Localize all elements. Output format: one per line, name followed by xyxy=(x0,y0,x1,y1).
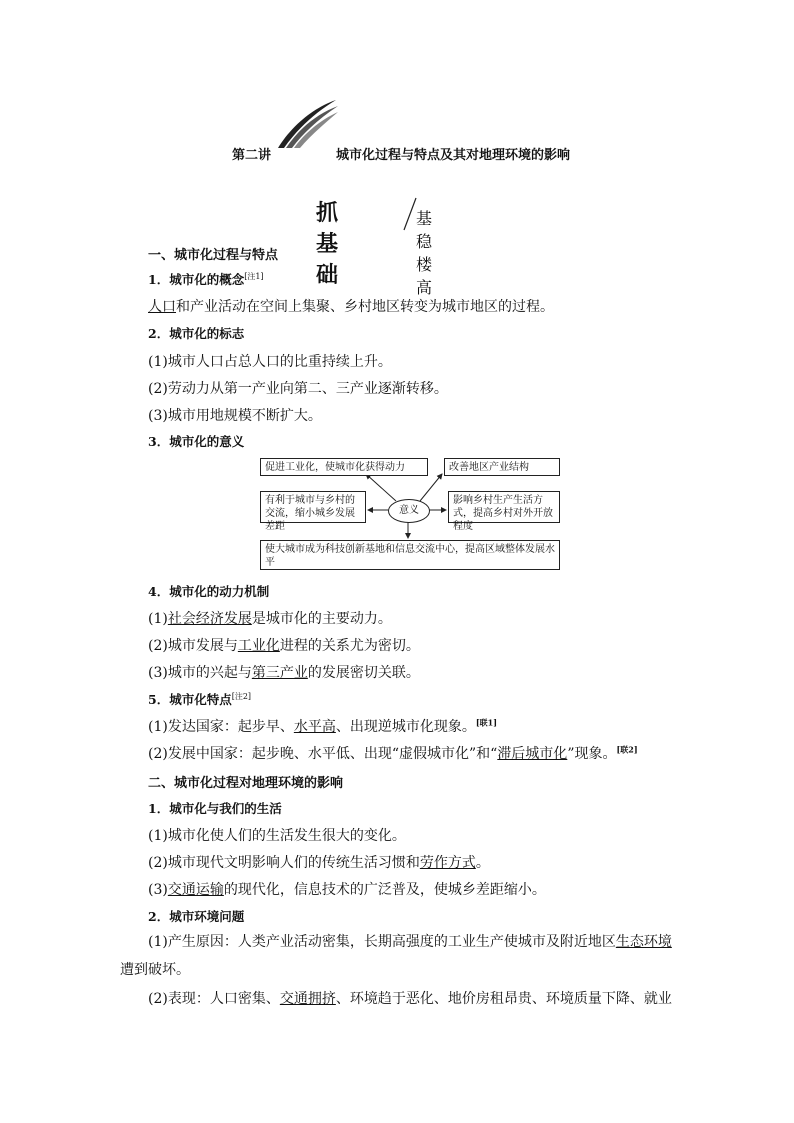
mechanism-item-2: (2)城市发展与工业化进程的关系尤为密切。 xyxy=(148,638,420,654)
note-marker: [注1] xyxy=(244,271,264,281)
concept-heading: 1．城市化的概念[注1] xyxy=(148,271,264,287)
signs-item: (3)城市用地规模不断扩大。 xyxy=(148,408,322,424)
link-marker[interactable]: [联2] xyxy=(616,744,638,755)
lecture-number: 第二讲 xyxy=(232,148,272,163)
features-heading: 5．城市化特点[注2] xyxy=(148,691,252,707)
mechanism-heading: 4．城市化的动力机制 xyxy=(148,584,270,599)
environment-heading: 2．城市环境问题 xyxy=(148,909,245,924)
concept-text: 人口和产业活动在空间上集聚、乡村地区转变为城市地区的过程。 xyxy=(148,299,554,315)
signs-item: (1)城市人口占总人口的比重持续上升。 xyxy=(148,354,392,370)
mechanism-item-3: (3)城市的兴起与第三产业的发展密切关联。 xyxy=(148,665,420,681)
diagram-center-node: 意义 xyxy=(388,499,430,523)
lecture-title: 城市化过程与特点及其对地理环境的影响 xyxy=(336,148,571,163)
banner-main: 抓基础 xyxy=(316,200,340,288)
section2-heading: 二、城市化过程对地理环境的影响 xyxy=(148,776,344,791)
box-top-right: 改善地区产业结构 xyxy=(444,458,560,476)
link-marker[interactable]: [联1] xyxy=(475,717,497,728)
environment-manifest: (2)表现：人口密集、交通拥挤、环境趋于恶化、地价房租昂贵、环境质量下降、就业 xyxy=(148,991,672,1007)
header-swoosh-logo xyxy=(272,98,340,150)
meaning-diagram xyxy=(256,456,564,572)
note-marker: [注2] xyxy=(231,691,252,701)
environment-cause: (1)产生原因：人类产业活动密集，长期高强度的工业生产使城市及附近地区生态环境遭到破坏。 xyxy=(120,934,672,978)
banner-sub: 基稳楼高 xyxy=(416,209,433,297)
features-item-1: (1)发达国家：起步早、水平高、出现逆城市化现象。[联1] xyxy=(148,717,497,735)
box-top-left: 促进工业化，使城市化获得动力 xyxy=(260,458,428,476)
mechanism-item-1: (1)社会经济发展是城市化的主要动力。 xyxy=(148,611,392,627)
box-mid-left: 有利于城市与乡村的交流，缩小城乡发展差距 xyxy=(260,491,366,523)
life-item-2: (2)城市现代文明影响人们的传统生活习惯和劳作方式。 xyxy=(148,855,490,871)
box-mid-right: 影响乡村生产生活方式，提高乡村对外开放程度 xyxy=(448,491,560,523)
signs-heading: 2．城市化的标志 xyxy=(148,326,245,341)
features-item-2: (2)发展中国家：起步晚、水平低、出现“虚假城市化”和“滞后城市化”现象。[联2] xyxy=(148,744,638,762)
section1-heading: 一、城市化过程与特点 xyxy=(148,248,279,263)
meaning-heading: 3．城市化的意义 xyxy=(148,434,245,449)
box-bottom: 使大城市成为科技创新基地和信息交流中心，提高区域整体发展水平 xyxy=(260,540,560,570)
signs-item: (2)劳动力从第一产业向第二、三产业逐渐转移。 xyxy=(148,381,448,397)
life-item-1: (1)城市化使人们的生活发生很大的变化。 xyxy=(148,828,406,844)
life-item-3: (3)交通运输的现代化，信息技术的广泛普及，使城乡差距缩小。 xyxy=(148,882,546,898)
life-heading: 1．城市化与我们的生活 xyxy=(148,801,282,816)
